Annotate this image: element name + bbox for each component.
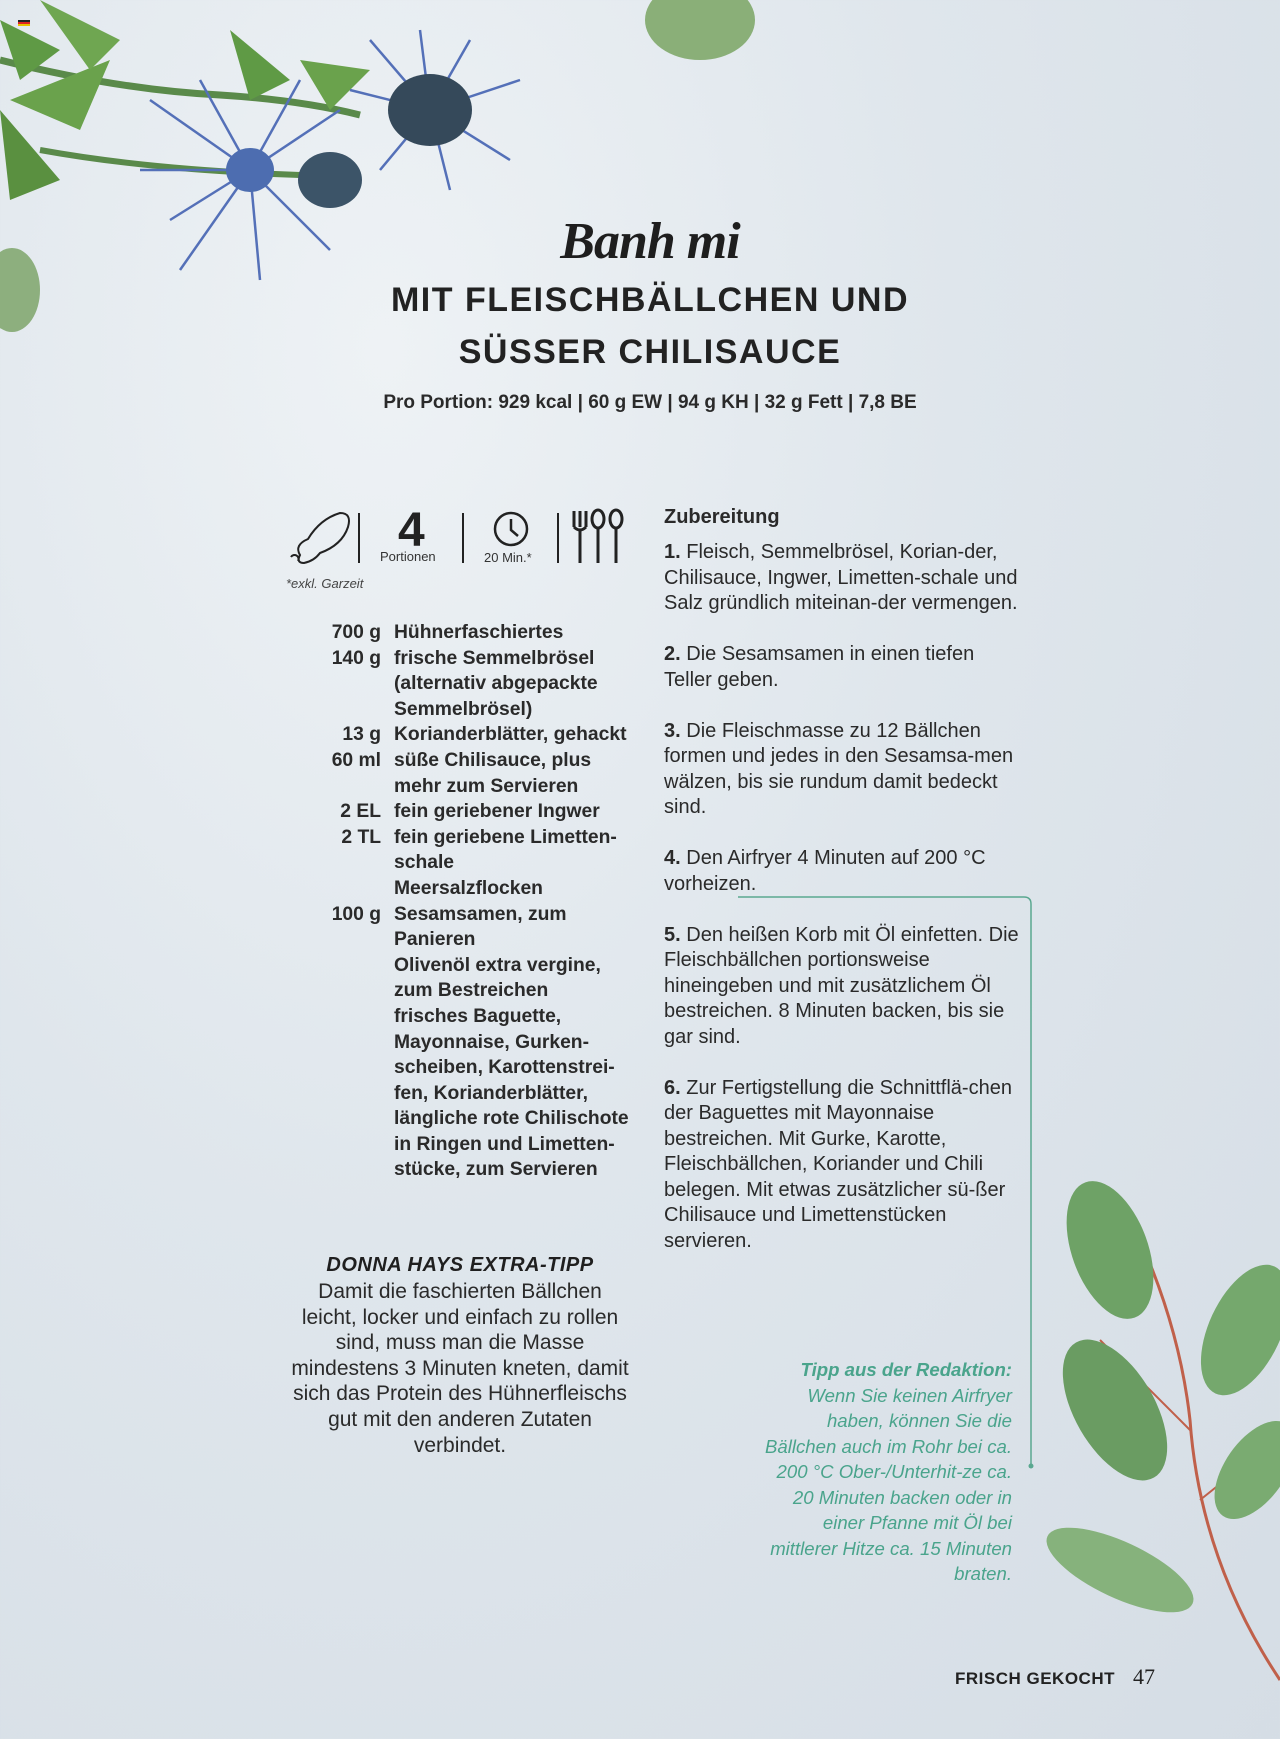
flag-icon	[18, 20, 30, 28]
preparation-section	[664, 506, 1024, 1280]
ingredient-text: frisches Baguette, Mayonnaise, Gurken-scheiben, Karottenstrei-fen, Korianderblätter, längliche rote Chilischote in Ringen und Limetten-stücke, zum Servieren	[394, 1005, 629, 1181]
step-text: Fleisch, Semmelbrösel, Korian-der, Chilisauce, Ingwer, Limetten-schale und Salz gründlich miteinan-der vermengen.	[664, 541, 1018, 614]
servings-label: Portionen	[380, 549, 436, 564]
ingredient-item	[300, 1004, 634, 1183]
ingredient-item	[300, 799, 634, 825]
ingredient-text: Korianderblätter, gehackt	[394, 724, 627, 746]
ingredient-amount: 100 g	[331, 903, 381, 925]
ingredient-text: Sesamsamen, zum Panieren	[394, 903, 567, 951]
chicken-leg-icon	[291, 513, 349, 563]
recipe-subtitle	[0, 274, 1280, 378]
time-note: *exkl. Garzeit	[286, 576, 364, 591]
ingredient-amount: 2 EL	[340, 801, 381, 823]
magazine-section-label: FRISCH GEKOCHT	[955, 1669, 1115, 1688]
time-label: 20 Min.*	[484, 550, 532, 565]
page-footer	[955, 1664, 1155, 1690]
preparation-title: Zubereitung	[664, 506, 780, 528]
step-number: 4.	[664, 847, 681, 869]
step-item	[664, 540, 1024, 617]
servings-value: 4	[398, 504, 425, 557]
step-number: 5.	[664, 923, 681, 946]
extra-tip-title: DONNA HAYS EXTRA-TIPP	[326, 1254, 594, 1276]
extra-tip-box	[290, 1254, 630, 1458]
nutrition-info: Pro Portion: 929 kcal | 60 g EW | 94 g KH | 32 g Fett | 7,8 BE	[383, 392, 917, 413]
ingredient-item	[300, 620, 634, 646]
ingredient-item	[300, 876, 634, 902]
ingredient-list	[300, 620, 634, 1183]
step-item	[664, 642, 1024, 693]
cutlery-icon	[574, 510, 622, 563]
ingredient-item	[300, 646, 634, 723]
step-number: 6.	[664, 1076, 681, 1099]
editorial-tip-text: Wenn Sie keinen Airfryer haben, können Sie die Bällchen auch im Rohr bei ca. 200 °C Ober-/Unterhit-ze ca. 20 Minuten backen oder in einer Pfanne mit Öl bei mittlerer Hitze ca. 15 Minuten braten.	[764, 1384, 1012, 1584]
step-text: Die Fleischmasse zu 12 Bällchen formen und jedes in den Sesamsa-men wälzen, bis sie rundum damit bedeckt sind.	[664, 719, 1014, 818]
step-item	[664, 1076, 1024, 1255]
ingredient-text: Meersalzflocken	[394, 877, 543, 899]
ingredient-amount	[300, 876, 394, 902]
ingredient-amount: 700 g	[331, 622, 381, 643]
ingredient-item	[300, 902, 634, 953]
ingredient-text: fein geriebene Limetten-schale	[394, 826, 617, 874]
ingredient-text: süße Chilisauce, plus mehr zum Servieren	[394, 749, 592, 797]
step-item	[664, 923, 1024, 1051]
step-number: 1.	[664, 541, 681, 563]
recipe-info-bar	[286, 505, 626, 575]
ingredient-item	[300, 953, 634, 1004]
eucalyptus-branch-decoration	[1036, 1169, 1280, 1680]
ingredient-amount: 140 g	[331, 647, 381, 669]
ingredient-amount: 60 ml	[331, 749, 381, 771]
ingredient-item	[300, 825, 634, 876]
editorial-tip-title: Tipp aus der Redaktion:	[800, 1359, 1012, 1380]
ingredient-amount	[300, 1004, 394, 1183]
ingredient-text: Hühnerfaschiertes	[394, 622, 564, 643]
ingredient-text: Olivenöl extra vergine, zum Bestreichen	[394, 954, 601, 1002]
ingredient-amount: 13 g	[342, 724, 381, 746]
subtitle-line-2: SÜSSER CHILISAUCE	[458, 333, 842, 371]
ingredient-item	[300, 748, 634, 799]
leaf-top-decoration	[645, 0, 755, 60]
ingredient-text: frische Semmelbrösel (alternativ abgepackte Semmelbrösel)	[394, 647, 598, 720]
step-number: 3.	[664, 719, 681, 742]
ingredient-amount	[300, 953, 394, 1004]
step-text: Die Sesamsamen in einen tiefen Teller geben.	[664, 643, 975, 691]
step-item	[664, 846, 1024, 897]
step-text: Den heißen Korb mit Öl einfetten. Die Fleischbällchen portionsweise hineingeben und mit zusätzlichem Öl bestreichen. 8 Minuten backen, bis sie gar sind.	[664, 923, 1019, 1048]
subtitle-line-1: MIT FLEISCHBÄLLCHEN UND	[390, 281, 910, 319]
step-text: Zur Fertigstellung die Schnittflä-chen der Baguettes mit Mayonnaise bestreichen. Mit Gurke, Karotte, Fleischbällchen, Koriander und Chili belegen. Mit etwas zusätzlicher sü-ßer Chilisauce und Limettenstücken servieren.	[664, 1076, 1012, 1252]
editorial-tip	[760, 1357, 1012, 1587]
step-number: 2.	[664, 643, 681, 665]
recipe-title: Banh mi	[560, 213, 740, 270]
page-number: 47	[1133, 1664, 1155, 1689]
ingredient-item	[300, 722, 634, 748]
clock-icon	[495, 513, 527, 545]
ingredient-text: fein geriebener Ingwer	[394, 801, 600, 823]
step-text: Den Airfryer 4 Minuten auf 200 °C vorheizen.	[664, 847, 986, 895]
step-item	[664, 719, 1024, 821]
ingredient-amount: 2 TL	[341, 826, 381, 848]
extra-tip-text: Damit die faschierten Bällchen leicht, locker und einfach zu rollen sind, muss man die Masse mindestens 3 Minuten kneten, damit sich das Protein des Hühnerfleischs gut mit den anderen Zutaten verbindet.	[291, 1280, 629, 1457]
